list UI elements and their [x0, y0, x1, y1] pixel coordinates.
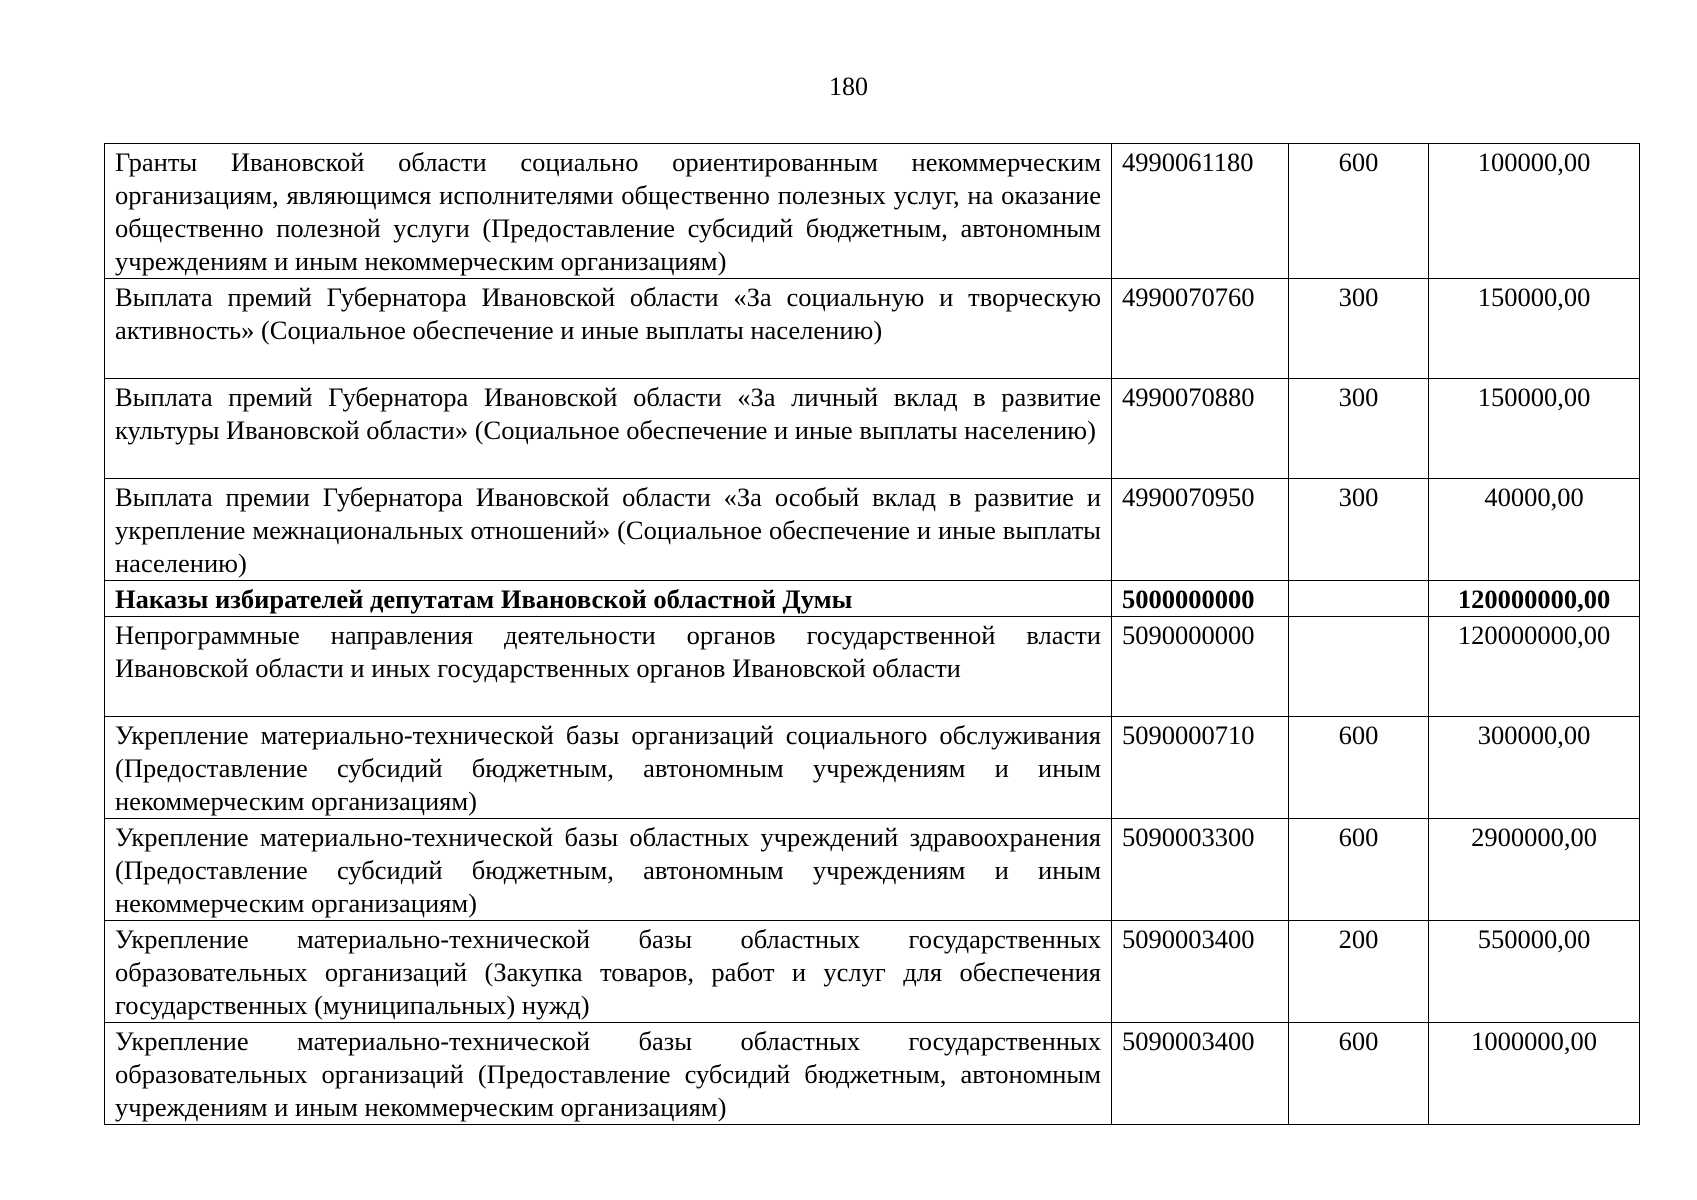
row-code: 4990070880 — [1112, 379, 1289, 479]
row-type: 600 — [1289, 819, 1429, 921]
table-row — [105, 617, 1640, 717]
row-code: 5000000000 — [1112, 581, 1289, 617]
row-type: 600 — [1289, 144, 1429, 279]
row-code: 5090000710 — [1112, 717, 1289, 819]
row-type: 200 — [1289, 921, 1429, 1023]
page-number: 180 — [829, 72, 868, 101]
row-type: 300 — [1289, 479, 1429, 581]
row-name: Непрограммные направления деятельности органов государственной власти Ивановской области и иных государственных органов Ивановской области — [105, 617, 1112, 717]
table-row — [105, 819, 1640, 921]
row-type — [1289, 581, 1429, 617]
row-amount: 1000000,00 — [1429, 1023, 1640, 1125]
table-row — [105, 279, 1640, 379]
row-type: 300 — [1289, 279, 1429, 379]
row-name: Выплата премий Губернатора Ивановской области «За социальную и творческую активность» (Социальное обеспечение и иные выплаты населению) — [105, 279, 1112, 379]
table-row — [105, 717, 1640, 819]
row-code: 4990070760 — [1112, 279, 1289, 379]
row-type: 300 — [1289, 379, 1429, 479]
row-code: 5090003300 — [1112, 819, 1289, 921]
row-amount: 550000,00 — [1429, 921, 1640, 1023]
row-type — [1289, 617, 1429, 717]
row-code: 5090003400 — [1112, 1023, 1289, 1125]
row-type: 600 — [1289, 717, 1429, 819]
table-row — [105, 379, 1640, 479]
row-name: Укрепление материально-технической базы областных учреждений здравоохранения (Предоставление субсидий бюджетным, автономным учреждениям и иным некоммерческим организациям) — [105, 819, 1112, 921]
row-amount: 100000,00 — [1429, 144, 1640, 279]
row-amount: 300000,00 — [1429, 717, 1640, 819]
table-row — [105, 144, 1640, 279]
row-amount: 120000000,00 — [1429, 581, 1640, 617]
row-amount: 120000000,00 — [1429, 617, 1640, 717]
row-name: Гранты Ивановской области социально ориентированным некоммерческим организациям, являющимся исполнителями общественно полезных услуг, на оказание общественно полезной услуги (Предоставление субсидий бюджетным, автономным учреждениям и иным некоммерческим организациям) — [105, 144, 1112, 279]
row-code: 5090000000 — [1112, 617, 1289, 717]
row-name: Укрепление материально-технической базы областных государственных образовательных организаций (Предоставление субсидий бюджетным, автономным учреждениям и иным некоммерческим организациям) — [105, 1023, 1112, 1125]
row-name: Укрепление материально-технической базы областных государственных образовательных организаций (Закупка товаров, работ и услуг для обеспечения государственных (муниципальных) нужд) — [105, 921, 1112, 1023]
row-amount: 40000,00 — [1429, 479, 1640, 581]
row-code: 5090003400 — [1112, 921, 1289, 1023]
table-row — [105, 921, 1640, 1023]
row-name: Укрепление материально-технической базы организаций социального обслуживания (Предоставление субсидий бюджетным, автономным учреждениям и иным некоммерческим организациям) — [105, 717, 1112, 819]
row-name: Наказы избирателей депутатам Ивановской областной Думы — [105, 581, 1112, 617]
row-amount: 150000,00 — [1429, 379, 1640, 479]
row-amount: 2900000,00 — [1429, 819, 1640, 921]
row-code: 4990070950 — [1112, 479, 1289, 581]
row-name: Выплата премии Губернатора Ивановской области «За особый вклад в развитие и укрепление межнациональных отношений» (Социальное обеспечение и иные выплаты населению) — [105, 479, 1112, 581]
table-row — [105, 1023, 1640, 1125]
table-row-section-header — [105, 581, 1640, 617]
table-row — [105, 479, 1640, 581]
row-code: 4990061180 — [1112, 144, 1289, 279]
row-type: 600 — [1289, 1023, 1429, 1125]
row-name: Выплата премий Губернатора Ивановской области «За личный вклад в развитие культуры Ивановской области» (Социальное обеспечение и иные выплаты населению) — [105, 379, 1112, 479]
budget-table — [104, 143, 1640, 1125]
row-amount: 150000,00 — [1429, 279, 1640, 379]
